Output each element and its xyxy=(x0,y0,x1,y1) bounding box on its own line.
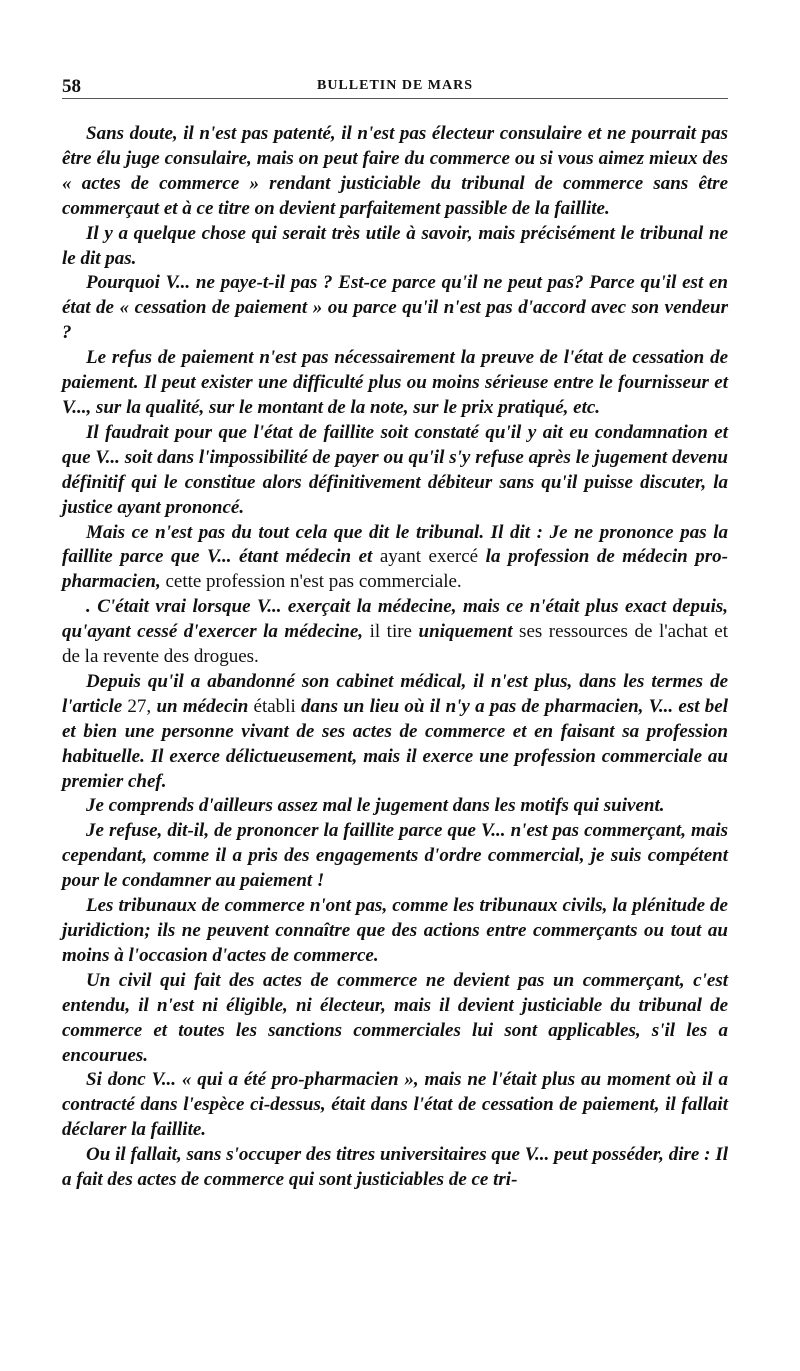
text-run: ayant exercé xyxy=(379,546,486,568)
paragraph xyxy=(62,271,728,346)
text-run: Les tribunaux de commerce n'ont pas, comme les tribunaux civils, la plénitude de juridiction; ils ne peuvent connaître que des actions entre commerçants ou tout au moins à l'occasion d'actes de commerce. xyxy=(62,895,728,966)
paragraph xyxy=(62,894,728,969)
paragraph xyxy=(62,122,728,222)
running-title: BULLETIN DE MARS xyxy=(316,78,474,93)
paragraph xyxy=(62,346,728,421)
text-run: dans un lieu où il n'y a pas de pharmacien, V... est bel et bien une personne vivant de ses actes de commerce et en faisant sa profession habituelle. Il exerce délictueusement, mais il exerce une profession commerciale au premier chef. xyxy=(62,695,729,792)
text-run: . C'était vrai lorsque V... exerçait la médecine, mais ce n'était plus exact depuis, qu'ayant cessé d'exercer la médecine, xyxy=(62,596,728,643)
text-run: cette profession n'est pas commerciale. xyxy=(165,571,462,593)
text-run: Pourquoi V... ne paye-t-il pas ? Est-ce parce qu'il ne peut pas? Parce qu'il est en état de « cessation de paiement » ou parce qu'il n'est pas d'accord avec son vendeur ? xyxy=(62,272,728,344)
text-run: Un civil qui fait des actes de commerce ne devient pas un commerçant, c'est entendu, il n'est ni éligible, ni électeur, mais il devient justiciable du tribunal de commerce et toutes les sanctions commerciales lui sont applicables, s'il les a encourues. xyxy=(62,969,728,1066)
text-run: Je refuse, dit-il, de prononcer la faillite parce que V... n'est pas commerçant, mais cependant, comme il a pris des engagements d'ordre commercial, je suis compétent pour le condamner au paiement ! xyxy=(62,820,728,892)
paragraph xyxy=(62,222,728,272)
text-run: ses ressources de l'achat et de la revente des drogues. xyxy=(62,621,728,668)
text-run: la profession de médecin pro-pharmacien, xyxy=(62,546,728,593)
text-run: Mais ce n'est pas du tout cela que dit le tribunal. Il dit : Je ne prononce pas la faillite parce que V... étant médecin et xyxy=(62,521,728,568)
paragraph xyxy=(62,819,728,894)
text-run: Je comprends d'ailleurs assez mal le jugement dans les motifs qui suivent. xyxy=(86,795,665,817)
body-text xyxy=(62,122,728,1193)
text-run: Si donc V... « qui a été pro-pharmacien », mais ne l'était plus au moment où il a contracté dans l'espèce ci-dessus, était dans l'état de cessation de paiement, il fallait déclarer la faillite. xyxy=(62,1069,728,1141)
page-header xyxy=(62,74,728,99)
paragraph xyxy=(62,595,728,670)
paragraph xyxy=(62,521,728,596)
text-run: Il y a quelque chose qui serait très utile à savoir, mais précisément le tribunal ne le dit pas. xyxy=(62,222,728,269)
paragraph xyxy=(62,421,728,521)
paragraph xyxy=(62,1068,728,1143)
page-number: 58 xyxy=(62,76,81,97)
text-run: 27, xyxy=(127,695,157,717)
text-run: Sans doute, il n'est pas patenté, il n'est pas électeur consulaire et ne pourrait pas être élu juge consulaire, mais on peut faire du commerce ou si vous aimez mieux des « actes de commerce » rendant justiciable du tribunal de commerce sans être commerçaut et à ce titre on devient parfaitement passible de la faillite. xyxy=(62,123,728,219)
text-run: Le refus de paiement n'est pas nécessairement la preuve de l'état de cessation de paiement. Il peut exister une difficulté plus ou moins sérieuse entre le fournisseur et V..., sur la qualité, sur le montant de la note, sur le prix pratiqué, etc. xyxy=(62,347,728,418)
paragraph xyxy=(62,1143,728,1193)
paragraph xyxy=(62,969,728,1069)
text-run: un médecin xyxy=(156,695,254,717)
text-run: uniquement xyxy=(418,621,520,643)
paragraph xyxy=(62,794,728,819)
text-run: il tire xyxy=(369,621,419,643)
text-run: Depuis qu'il a abandonné son cabinet médical, il n'est plus, dans les termes de l'article xyxy=(62,670,728,717)
paragraph xyxy=(62,670,728,795)
text-run: Ou il fallait, sans s'occuper des titres universitaires que V... peut posséder, dire : Il a fait des actes de commerce qui sont justiciables de ce tri- xyxy=(62,1144,728,1191)
text-run: établi xyxy=(253,695,301,717)
text-run: Il faudrait pour que l'état de faillite soit constaté qu'il y ait eu condamnation et que V... soit dans l'impossibilité de payer ou qu'il s'y refuse après le jugement devenu définitif qui le constitue alors définitivement débiteur sans qu'il puisse discuter, la justice ayant prononcé. xyxy=(62,421,728,518)
